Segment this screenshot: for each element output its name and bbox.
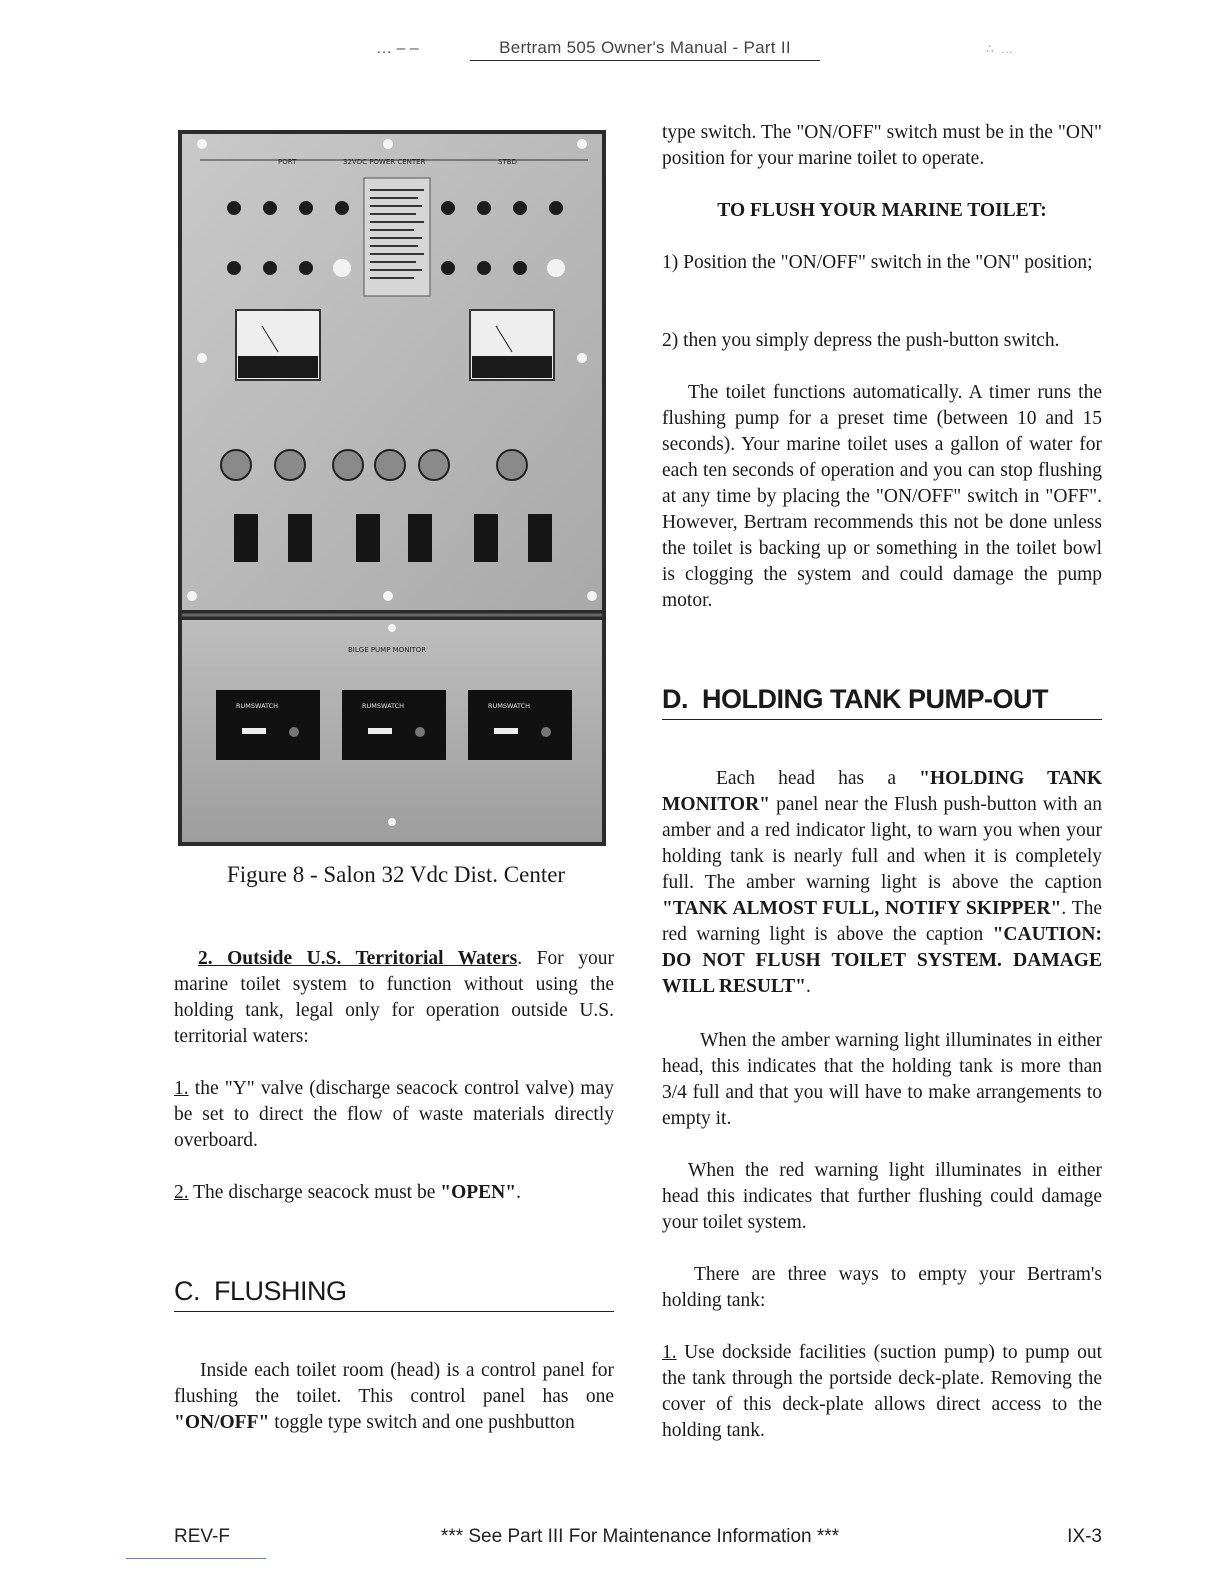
header-title: Bertram 505 Owner's Manual - Part II	[470, 38, 820, 61]
section-d-letter: D.	[662, 684, 688, 714]
header-mark: ∴ …	[986, 42, 1015, 56]
empty-item-1-num: 1.	[662, 1342, 677, 1363]
holding-monitor-text-2: panel near the Flush push-button with an amber and a red indicator light, to warn you when your holding tank is nearly full and when it is completely full. The amber warning light is above the caption	[662, 794, 1102, 893]
flush-step-2: 2) then you simply depress the push-button switch.	[662, 330, 1060, 351]
section-c-letter: C.	[174, 1276, 200, 1306]
auto-flush-paragraph: The toilet functions automatically. A timer runs the flushing pump for a preset time (between 10 and 15 seconds). Your marine toilet uses a gallon of water for each ten seconds of operation and you can stop flushing at any time by placing the "ON/OFF" switch in "OFF". However, Bertram recommends this not be done unless the toilet is backing up or something in the toilet bowl is clogging the system and could damage the pump motor.	[662, 382, 1102, 611]
power-center-photo	[178, 130, 606, 846]
to-flush-heading	[662, 198, 1102, 224]
footer-revision: REV-F	[174, 1526, 230, 1547]
empty-item-1	[662, 1340, 1102, 1444]
footer-page-number: IX-3	[1067, 1526, 1102, 1547]
outside-item-2-num: 2.	[174, 1182, 189, 1203]
bilge-monitor-modules	[216, 690, 572, 760]
three-ways-paragraph: There are three ways to empty your Bertram's holding tank:	[662, 1264, 1102, 1311]
svg-text:RUMSWATCH: RUMSWATCH	[488, 702, 531, 710]
flushing-text-bold: "ON/OFF"	[174, 1412, 270, 1433]
svg-text:RUMSWATCH: RUMSWATCH	[236, 702, 279, 710]
holding-monitor-text-3: . The red warning light is above the caption	[662, 898, 1103, 945]
outside-waters-text: . For your marine toilet system to function without using the holding tank, legal only for operation outside U.S. territorial waters:	[174, 948, 614, 1047]
outside-waters-paragraph	[174, 946, 614, 1050]
flush-step-1: 1) Position the "ON/OFF" switch in the "ON" position;	[662, 252, 1093, 273]
figure-caption: Figure 8 - Salon 32 Vdc Dist. Center	[226, 862, 566, 887]
header-dashes: … – –	[376, 40, 419, 57]
section-d-title: HOLDING TANK PUMP-OUT	[702, 684, 1048, 714]
holding-monitor-text-4: .	[805, 976, 811, 997]
section-c-heading	[174, 1276, 614, 1312]
outside-item-2-bold: "OPEN"	[440, 1182, 517, 1203]
amber-light-paragraph: When the amber warning light illuminates in either head, this indicates that the holding tank is more than 3/4 full and that you will have to make arrangements to empty it.	[662, 1030, 1102, 1129]
holding-monitor-bold-2: "TANK ALMOST FULL, NOTIFY SKIPPER"	[662, 898, 1062, 919]
svg-text:RUMSWATCH: RUMSWATCH	[362, 702, 405, 710]
outside-item-1	[174, 1076, 614, 1154]
holding-monitor-text-1: Each head has a	[716, 768, 920, 789]
holding-monitor-bold-1: "HOLDING TANK MONITOR"	[662, 768, 1102, 815]
port-label: PORT	[278, 158, 297, 166]
holding-monitor-bold-3: "CAUTION: DO NOT FLUSH TOILET SYSTEM. DAMAGE WILL RESULT"	[662, 924, 1102, 997]
outside-item-2-post: .	[516, 1182, 521, 1203]
footer-rule	[126, 1558, 266, 1559]
holding-monitor-paragraph	[662, 766, 1102, 1000]
monitor-label: BILGE PUMP MONITOR	[348, 646, 427, 654]
outside-item-1-text: the "Y" valve (discharge seacock control valve) may be set to direct the flow of waste materials directly overboard.	[174, 1078, 614, 1151]
center-label: 32VDC POWER CENTER	[343, 158, 426, 166]
outside-item-2-pre: The discharge seacock must be	[188, 1182, 441, 1203]
stbd-label: STBD	[498, 158, 517, 166]
section-d-heading	[662, 684, 1102, 720]
flushing-paragraph	[174, 1358, 614, 1436]
red-light-paragraph: When the red warning light illuminates in either head this indicates that further flushing could damage your toilet system.	[662, 1160, 1102, 1233]
outside-item-1-num: 1.	[174, 1078, 189, 1099]
footer-maintenance-note: *** See Part III For Maintenance Information ***	[440, 1526, 840, 1547]
empty-item-1-text: Use dockside facilities (suction pump) to pump out the tank through the portside deck-plate. Removing the cover of this deck-plate allows direct access to the holding tank.	[662, 1342, 1102, 1441]
outside-waters-heading: 2. Outside U.S. Territorial Waters	[198, 948, 518, 969]
outside-item-2	[174, 1180, 614, 1206]
flushing-text-post: toggle type switch and one pushbutton	[269, 1412, 575, 1433]
switch-paragraph: type switch. The "ON/OFF" switch must be in the "ON" position for your marine toilet to operate.	[662, 122, 1102, 169]
section-c-title: FLUSHING	[214, 1276, 347, 1306]
to-flush-heading-text: TO FLUSH YOUR MARINE TOILET:	[717, 200, 1047, 221]
flushing-text-pre: Inside each toilet room (head) is a control panel for flushing the toilet. This control panel has one	[174, 1360, 614, 1407]
